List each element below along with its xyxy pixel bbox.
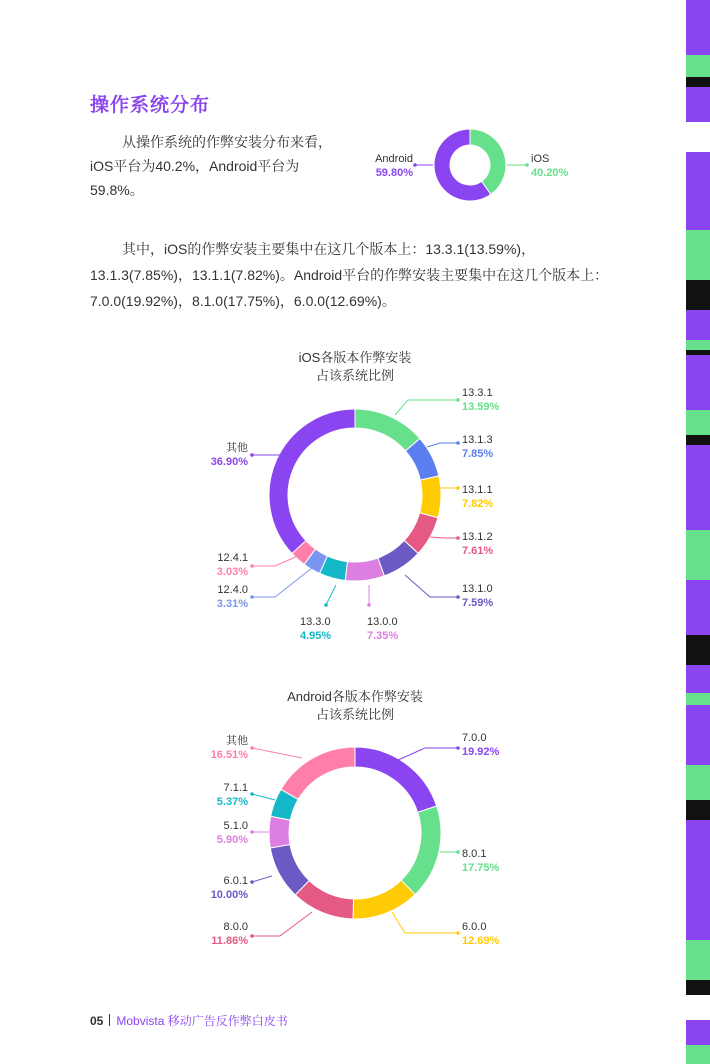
ios-donut-leader-dot-1 bbox=[456, 441, 460, 445]
android-donut-value-0: 19.92% bbox=[462, 746, 500, 758]
strip-band bbox=[686, 152, 710, 230]
android-donut-title-line: Android各版本作弊安装 bbox=[287, 689, 423, 704]
strip-band bbox=[686, 800, 710, 820]
android-donut-leader-7 bbox=[252, 748, 302, 758]
android-donut-leader-dot-6 bbox=[250, 792, 254, 796]
ios-donut-leader-7 bbox=[252, 568, 312, 597]
os-donut-label-1: Android bbox=[375, 153, 413, 165]
strip-band bbox=[686, 280, 710, 310]
os-donut-value-1: 59.80% bbox=[375, 167, 413, 179]
ios-donut-value-7: 3.31% bbox=[216, 598, 248, 610]
ios-donut-title-line: iOS各版本作弊安装 bbox=[298, 350, 412, 365]
strip-band bbox=[686, 820, 710, 880]
strip-band bbox=[686, 87, 710, 122]
android-donut-leader-3 bbox=[252, 912, 312, 936]
android-donut-value-6: 5.37% bbox=[216, 796, 248, 808]
android-donut-slice-5 bbox=[269, 816, 290, 848]
strip-band bbox=[686, 635, 710, 665]
android-donut-label-2: 6.0.0 bbox=[462, 921, 487, 933]
ios-donut-value-2: 7.82% bbox=[462, 498, 494, 510]
strip-band bbox=[686, 410, 710, 435]
strip-band bbox=[686, 77, 710, 87]
ios-donut-label-7: 12.4.0 bbox=[217, 584, 248, 596]
ios-donut-label-4: 13.1.0 bbox=[462, 583, 493, 595]
ios-donut bbox=[269, 409, 441, 581]
footer-divider bbox=[109, 1014, 110, 1026]
ios-donut-value-9: 36.90% bbox=[210, 456, 248, 468]
ios-donut-leader-6 bbox=[326, 585, 336, 605]
android-donut-value-5: 5.90% bbox=[216, 834, 248, 846]
android-donut-slice-0 bbox=[355, 747, 437, 812]
ios-donut-slice-2 bbox=[420, 476, 441, 518]
android-donut-label-1: 8.0.1 bbox=[462, 848, 487, 860]
footer-title: Mobvista 移动广告反作弊白皮书 bbox=[116, 1014, 288, 1028]
ios-donut-label-8: 12.4.1 bbox=[217, 552, 248, 564]
ios-donut-leader-4 bbox=[405, 575, 458, 597]
android-donut-value-4: 10.00% bbox=[210, 889, 248, 901]
android-donut-value-2: 12.69% bbox=[462, 935, 500, 947]
ios-donut-slice-5 bbox=[345, 558, 384, 581]
strip-band bbox=[686, 580, 710, 635]
ios-donut-leader-0 bbox=[395, 400, 458, 415]
ios-donut-leader-3 bbox=[430, 537, 458, 538]
ios-donut-leader-dot-6 bbox=[324, 603, 328, 607]
android-donut-label-5: 5.1.0 bbox=[223, 820, 248, 832]
strip-band bbox=[686, 995, 710, 1020]
strip-band bbox=[686, 705, 710, 765]
android-donut-leader-dot-4 bbox=[250, 880, 254, 884]
strip-band bbox=[686, 1020, 710, 1045]
ios-donut-label-3: 13.1.2 bbox=[462, 531, 493, 543]
strip-band bbox=[686, 230, 710, 280]
android-donut-slice-1 bbox=[401, 806, 441, 894]
ios-donut-leader-dot-9 bbox=[250, 453, 254, 457]
intro-text: 从操作系统的作弊安装分布来看，iOS平台为40.2%，Android平台为59.8%。 bbox=[90, 134, 332, 198]
android-donut-leader-dot-0 bbox=[456, 746, 460, 750]
ios-donut-slice-9 bbox=[269, 409, 355, 553]
android-donut-slice-7 bbox=[281, 747, 355, 799]
android-donut bbox=[269, 747, 441, 919]
android-donut-label-7: 其他 bbox=[226, 735, 248, 747]
android-donut-leader-dot-2 bbox=[456, 931, 460, 935]
android-donut-value-3: 11.86% bbox=[211, 935, 248, 947]
os-donut-value-0: 40.20% bbox=[531, 167, 569, 179]
strip-band bbox=[686, 665, 710, 693]
android-donut-slice-2 bbox=[353, 880, 415, 919]
android-donut-leader-4 bbox=[252, 876, 272, 882]
ios-donut-leader-dot-0 bbox=[456, 398, 460, 402]
ios-donut-label-2: 13.1.1 bbox=[462, 484, 493, 496]
android-donut-label-4: 6.0.1 bbox=[223, 875, 248, 887]
strip-band bbox=[686, 310, 710, 340]
ios-donut-slice-0 bbox=[355, 409, 420, 451]
strip-band bbox=[686, 0, 710, 55]
android-donut-label-6: 7.1.1 bbox=[223, 782, 248, 794]
android-donut-title-line: 占该系统比例 bbox=[315, 707, 395, 722]
strip-band bbox=[686, 940, 710, 980]
strip-band bbox=[686, 1045, 710, 1064]
footer bbox=[90, 1012, 288, 1029]
ios-donut-value-6: 4.95% bbox=[300, 630, 332, 642]
android-donut-leader-dot-1 bbox=[456, 850, 460, 854]
os-donut-leader-dot-1 bbox=[413, 163, 417, 167]
ios-donut-leader-dot-2 bbox=[456, 486, 460, 490]
ios-donut-value-3: 7.61% bbox=[462, 545, 494, 557]
ios-donut-value-1: 7.85% bbox=[462, 448, 494, 460]
strip-band bbox=[686, 445, 710, 530]
android-donut-leader-dot-5 bbox=[250, 830, 254, 834]
strip-band bbox=[686, 340, 710, 350]
strip-band bbox=[686, 55, 710, 77]
os-donut bbox=[434, 129, 506, 201]
strip-band bbox=[686, 880, 710, 940]
os-donut-label-0: iOS bbox=[531, 153, 550, 165]
ios-donut-label-1: 13.1.3 bbox=[462, 434, 493, 446]
strip-band bbox=[686, 122, 710, 152]
ios-donut-label-5: 13.0.0 bbox=[367, 616, 398, 628]
ios-donut-leader-dot-7 bbox=[250, 595, 254, 599]
ios-donut-title-line: 占该系统比例 bbox=[315, 368, 395, 383]
ios-donut-label-9: 其他 bbox=[226, 442, 248, 454]
ios-donut-leader-dot-4 bbox=[456, 595, 460, 599]
android-donut-leader-2 bbox=[392, 912, 458, 933]
ios-donut-value-8: 3.03% bbox=[216, 566, 248, 578]
section-title: 操作系统分布 bbox=[90, 95, 211, 116]
ios-donut-value-5: 7.35% bbox=[367, 630, 399, 642]
android-donut-leader-dot-3 bbox=[250, 934, 254, 938]
ios-donut-leader-dot-8 bbox=[250, 564, 254, 568]
android-donut-leader-6 bbox=[252, 794, 275, 800]
strip-band bbox=[686, 765, 710, 800]
ios-donut-leader-dot-5 bbox=[367, 603, 371, 607]
ios-donut-label-0: 13.3.1 bbox=[462, 387, 493, 399]
android-donut-leader-0 bbox=[398, 748, 458, 760]
strip-band bbox=[686, 530, 710, 580]
strip-band bbox=[686, 693, 710, 705]
ios-donut-leader-8 bbox=[252, 555, 300, 566]
android-donut-leader-dot-7 bbox=[250, 746, 254, 750]
android-donut-label-0: 7.0.0 bbox=[462, 732, 487, 744]
ios-donut-label-6: 13.3.0 bbox=[300, 616, 331, 628]
ios-donut-leader-dot-3 bbox=[456, 536, 460, 540]
android-donut-value-1: 17.75% bbox=[462, 862, 500, 874]
strip-band bbox=[686, 350, 710, 355]
strip-band bbox=[686, 355, 710, 410]
body-text: 其中，iOS的作弊安装主要集中在这几个版本上：13.3.1(13.59%)，13.1.3(7.85%)，13.1.1(7.82%)。Android平台的作弊安装主要集中在这几个版本上：7.0.0(19.92%)，8.1.0(17.75%)，6.0.0(12.69%)。 bbox=[90, 241, 609, 309]
strip-band bbox=[686, 435, 710, 445]
ios-donut-value-0: 13.59% bbox=[462, 401, 500, 413]
ios-donut-value-4: 7.59% bbox=[462, 597, 494, 609]
strip-band bbox=[686, 980, 710, 995]
page-number: 05 bbox=[90, 1014, 104, 1028]
os-donut-leader-dot-0 bbox=[525, 163, 529, 167]
decorative-side-strip bbox=[686, 0, 710, 1064]
ios-donut-leader-1 bbox=[427, 443, 458, 447]
android-donut-label-3: 8.0.0 bbox=[223, 921, 248, 933]
android-donut-value-7: 16.51% bbox=[210, 749, 248, 761]
